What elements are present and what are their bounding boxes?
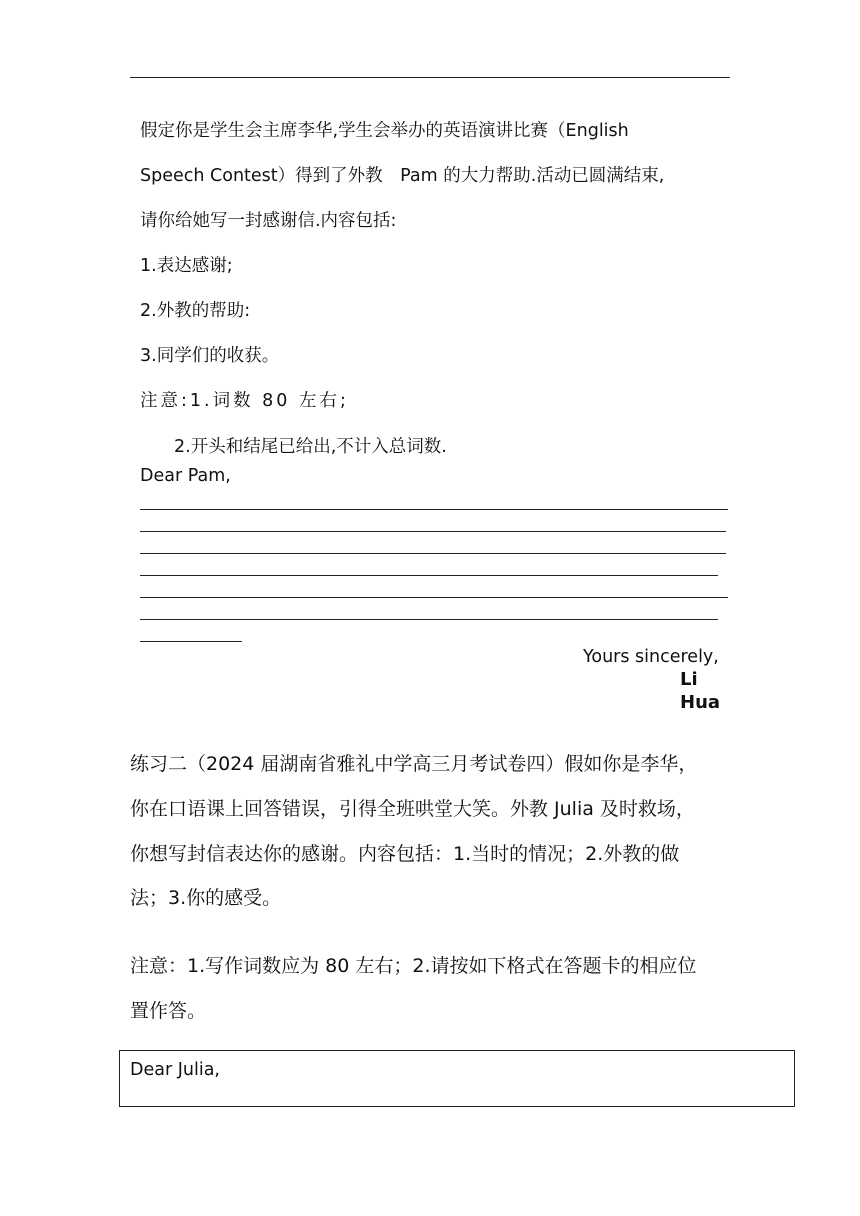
signature-first-name: Li: [680, 669, 698, 690]
prompt-line-1: 假定你是学生会主席李华,学生会举办的英语演讲比赛（English: [140, 121, 629, 141]
content-point-2: 2.外教的帮助:: [140, 301, 251, 321]
content-point-3: 3.同学们的收获。: [140, 346, 280, 366]
signature-last-name: Hua: [680, 692, 721, 713]
note-word-count: 注意:1.词数 80 左右;: [140, 391, 349, 411]
header-rule: [130, 77, 730, 78]
answer-box: [119, 1050, 795, 1107]
prompt-line-2: Speech Contest）得到了外教 Pam 的大力帮助.活动已圆满结束,: [140, 166, 665, 186]
writing-line: [140, 641, 242, 642]
writing-line: [140, 509, 728, 510]
exercise2-note-line-2: 置作答。: [130, 1000, 207, 1022]
prompt-line-3: 请你给她写一封感谢信.内容包括:: [140, 211, 397, 231]
writing-line: [140, 553, 726, 554]
writing-line: [140, 597, 728, 598]
salutation-pam: Dear Pam,: [140, 466, 231, 486]
salutation-julia: Dear Julia,: [130, 1060, 220, 1080]
exercise2-line-4: 法；3.你的感受。: [130, 887, 282, 909]
exercise2-line-1: 练习二（2024 届湖南省雅礼中学高三月考试卷四）假如你是李华，: [130, 753, 698, 775]
writing-line: [140, 531, 726, 532]
note-format: 2.开头和结尾已给出,不计入总词数.: [174, 437, 447, 457]
exercise2-note-line-1: 注意：1.写作词数应为 80 左右；2.请按如下格式在答题卡的相应位: [130, 955, 697, 977]
closing-phrase: Yours sincerely,: [583, 647, 719, 667]
exercise2-line-3: 你想写封信表达你的感谢。内容包括：1.当时的情况；2.外教的做: [130, 843, 680, 865]
writing-line: [140, 575, 718, 576]
writing-line: [140, 619, 718, 620]
exercise2-line-2: 你在口语课上回答错误，引得全班哄堂大笑。外教 Julia 及时救场，: [130, 798, 695, 820]
content-point-1: 1.表达感谢;: [140, 256, 233, 276]
